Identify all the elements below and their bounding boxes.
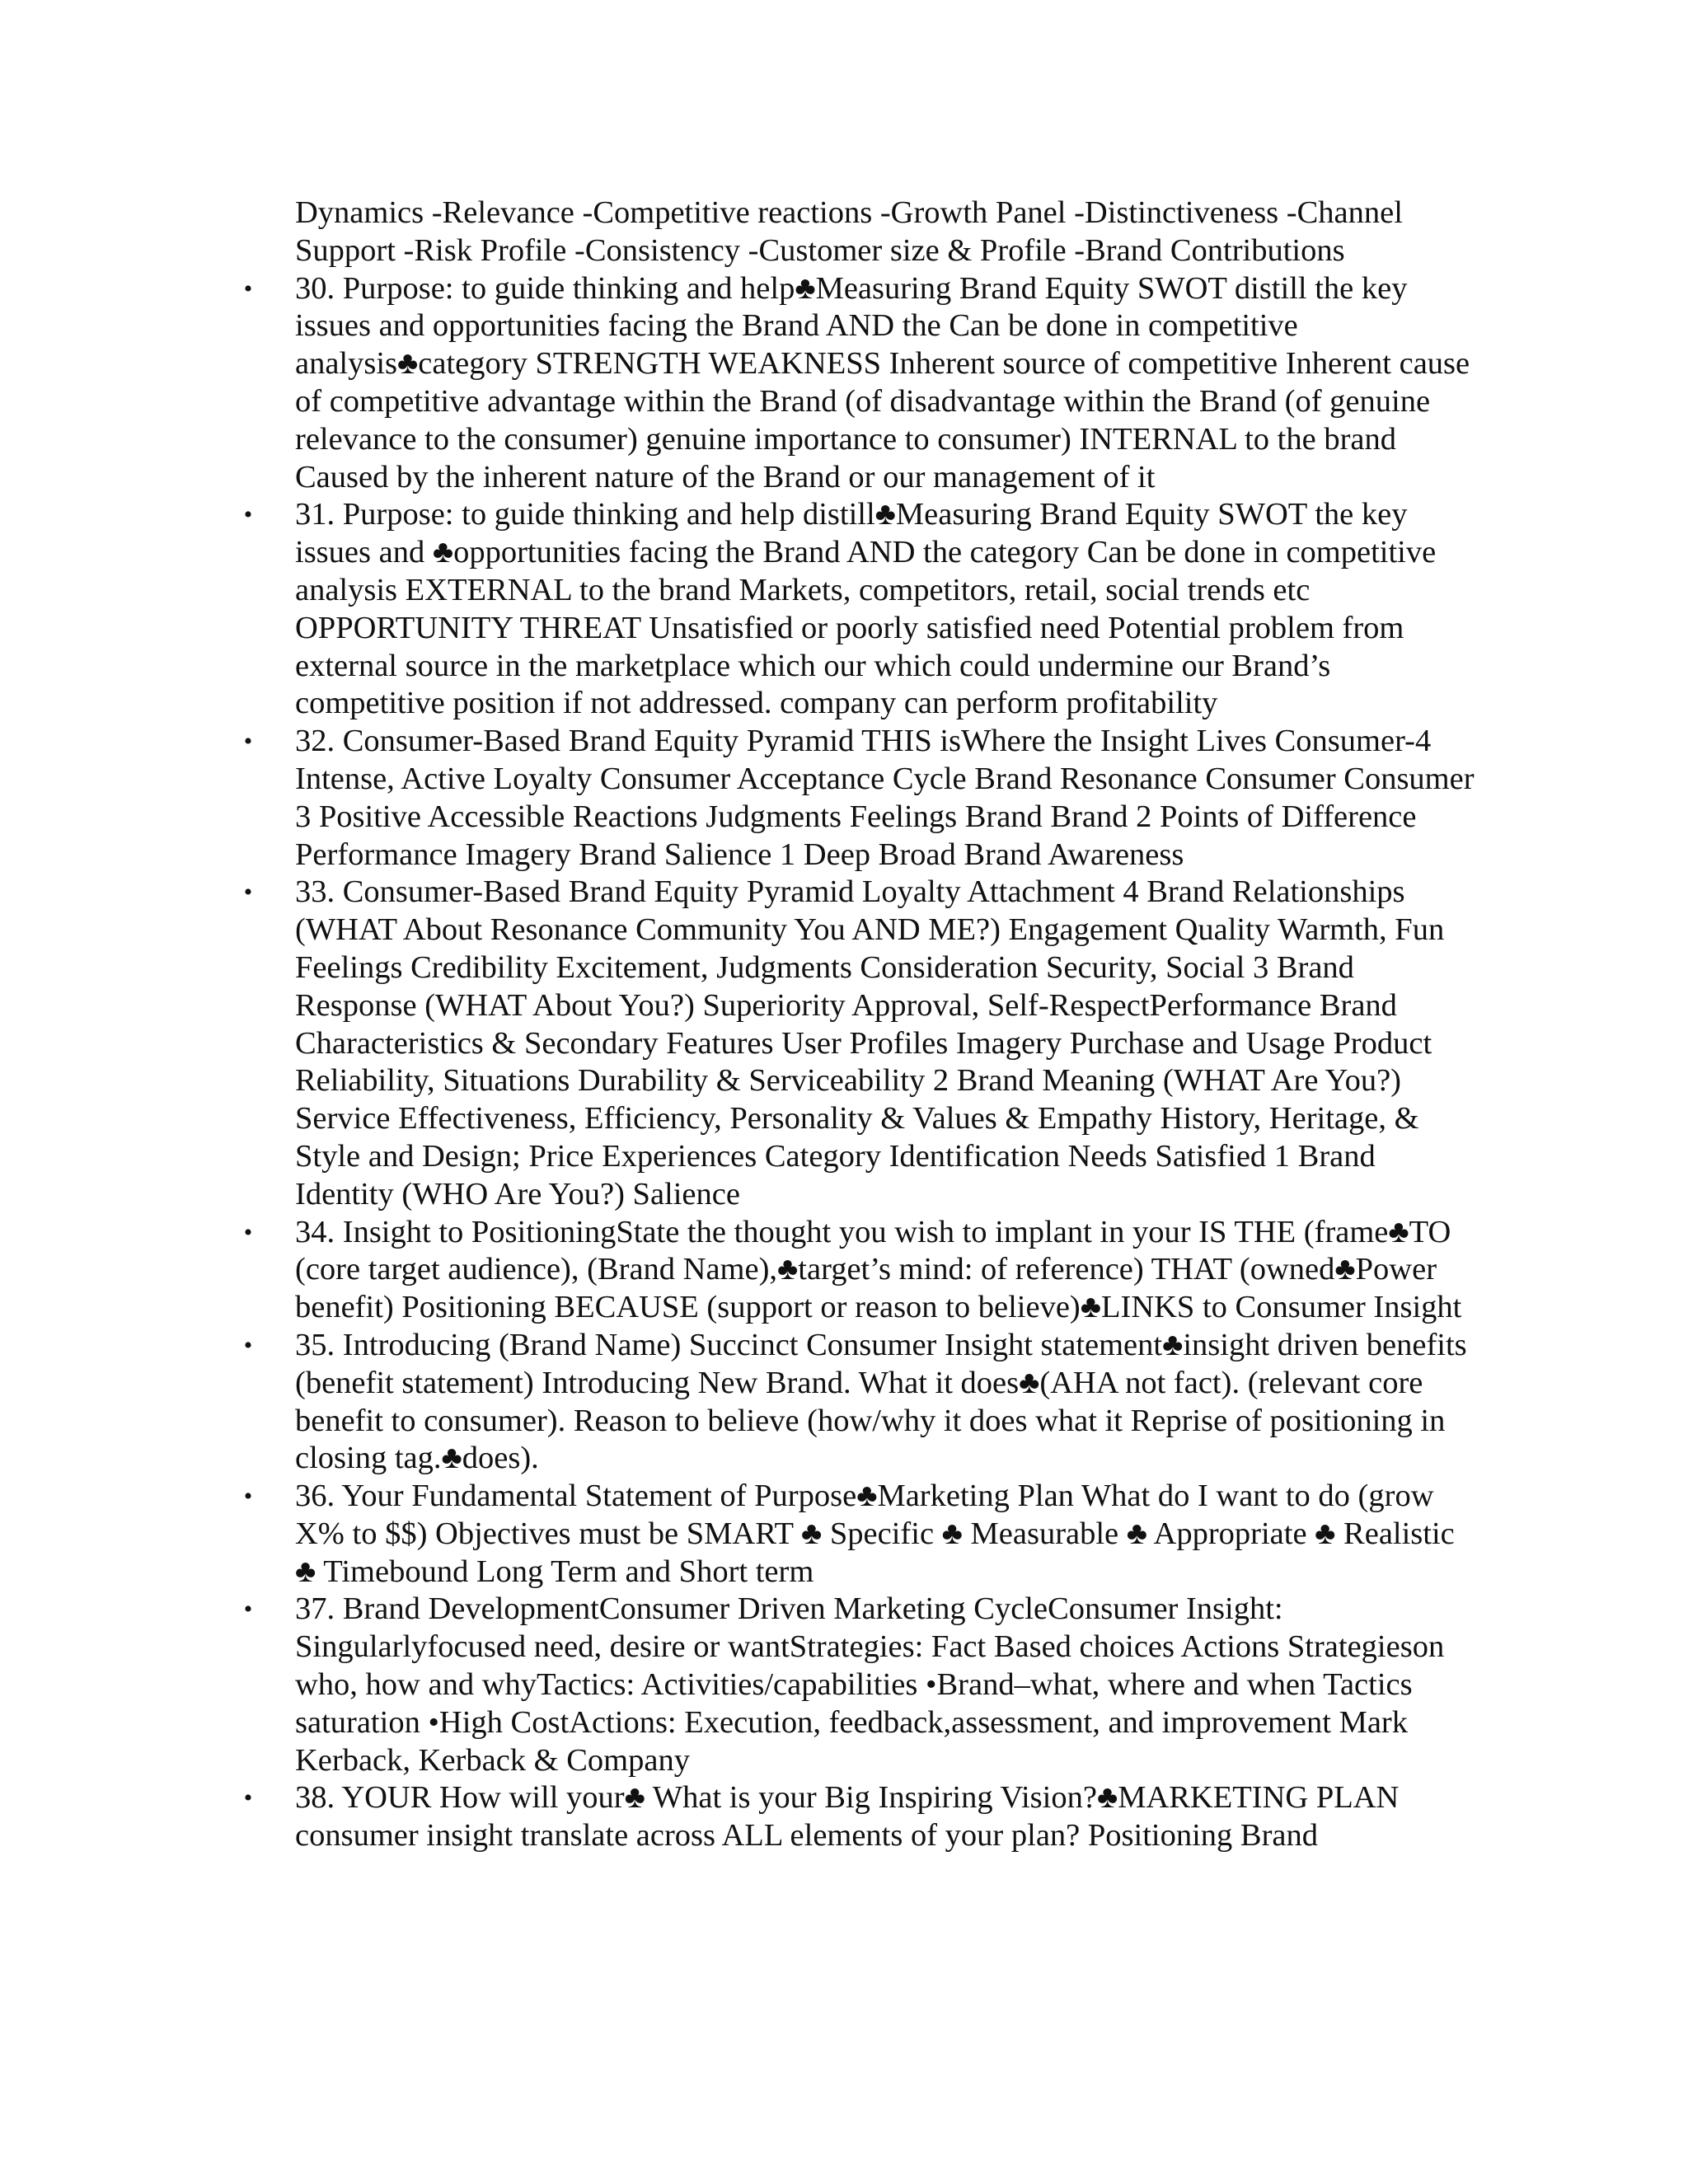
bullet-icon: • [243, 1483, 253, 1511]
list-item-text: 31. Purpose: to guide thinking and help distill♣Measuring Brand Equity SWOT the key issues and ♣opportunities facing the Brand AND the category Can be done in competitive analysis EXTERNAL to the brand Markets, competitors, retail, social trends etc OPPORTUNITY THREAT Unsatisfied or poorly satisfied need Potential problem from external source in the marketplace which our which could undermine our Brand’s competitive position if not addressed. company can perform profitability [295, 497, 1437, 721]
list-item-text: 33. Consumer-Based Brand Equity Pyramid Loyalty Attachment 4 Brand Relationships (WHAT About Resonance Community You AND ME?) Engagement Quality Warmth, Fun Feelings Credibility Excitement, Judgments Consideration Security, Social 3 Brand Response (WHAT About You?) Superiority Approval, Self-RespectPerformance Brand Characteristics & Secondary Features User Profiles Imagery Purchase and Usage Product Reliability, Situations Durability & Serviceability 2 Brand Meaning (WHAT Are You?) Service Effectiveness, Efficiency, Personality & Values & Empathy History, Heritage, & Style and Design; Price Experiences Category Identification Needs Satisfied 1 Brand Identity (WHO Are You?) Salience [295, 874, 1445, 1212]
bullet-icon: • [243, 728, 253, 756]
bullet-icon: • [243, 1218, 253, 1246]
list-item-38 [243, 1779, 1482, 1855]
list-item-text: 32. Consumer-Based Brand Equity Pyramid THIS isWhere the Insight Lives Consumer-4 Intense, Active Loyalty Consumer Acceptance Cycle Brand Resonance Consumer Consumer 3 Positive Accessible Reactions Judgments Feelings Brand Brand 2 Points of Difference Performance Imagery Brand Salience 1 Deep Broad Brand Awareness [295, 724, 1475, 872]
list-item-33 [243, 874, 1482, 1213]
list-item-text: 37. Brand DevelopmentConsumer Driven Marketing CycleConsumer Insight: Singularlyfocused need, desire or wantStrategies: Fact Based choices Actions Strategieson who, how and whyTactics: Activities/capabilities •Brand–what, where and when Tactics saturation •High CostActions: Execution, feedback,assessment, and improvement Mark Kerback, Kerback & Company [295, 1591, 1445, 1778]
list-item-35 [243, 1327, 1482, 1478]
list-item-31 [243, 496, 1482, 723]
list-item-text: 36. Your Fundamental Statement of Purpose♣Marketing Plan What do I want to do (grow X% to $$) Objectives must be SMART ♣ Specific ♣ Measurable ♣ Appropriate ♣ Realistic ♣ Timebound Long Term and Short term [295, 1479, 1455, 1589]
list-item-text: 34. Insight to PositioningState the thought you wish to implant in your IS THE (frame♣TO (core target audience), (Brand Name),♣target’s mind: of reference) THAT (owned♣Power benefit) Positioning BECAUSE (support or reason to believe)♣LINKS to Consumer Insight [295, 1214, 1462, 1325]
list-item-30 [243, 270, 1482, 497]
list-item-34 [243, 1214, 1482, 1327]
bullet-icon: • [243, 501, 253, 529]
list-item-32 [243, 723, 1482, 874]
continuation-paragraph: Dynamics -Relevance -Competitive reactions -Growth Panel -Distinctiveness -Channel Support -Risk Profile -Consistency -Customer size & Profile -Brand Contributions [295, 195, 1403, 268]
list-item-text: 30. Purpose: to guide thinking and help♣Measuring Brand Equity SWOT distill the key issues and opportunities facing the Brand AND the Can be done in competitive analysis♣category STRENGTH WEAKNESS Inherent source of competitive Inherent cause of competitive advantage within the Brand (of disadvantage within the Brand (of genuine relevance to the consumer) genuine importance to consumer) INTERNAL to the brand Caused by the inherent nature of the Brand or our management of it [295, 270, 1470, 494]
bullet-list [243, 270, 1482, 1855]
list-item-37 [243, 1591, 1482, 1779]
list-item-text: 38. YOUR How will your♣ What is your Big Inspiring Vision?♣MARKETING PLAN consumer insight translate across ALL elements of your plan? Positioning Brand [295, 1780, 1400, 1854]
bullet-icon: • [243, 1784, 253, 1812]
bullet-icon: • [243, 1331, 253, 1359]
document-body [243, 194, 1482, 1855]
bullet-icon: • [243, 274, 253, 302]
list-item-36 [243, 1478, 1482, 1591]
list-item-text: 35. Introducing (Brand Name) Succinct Consumer Insight statement♣insight driven benefits (benefit statement) Introducing New Brand. What it does♣(AHA not fact). (relevant core benefit to consumer). Reason to believe (how/why it does what it Reprise of positioning in closing tag.♣does). [295, 1327, 1467, 1476]
bullet-icon: • [243, 879, 253, 907]
bullet-icon: • [243, 1596, 253, 1624]
